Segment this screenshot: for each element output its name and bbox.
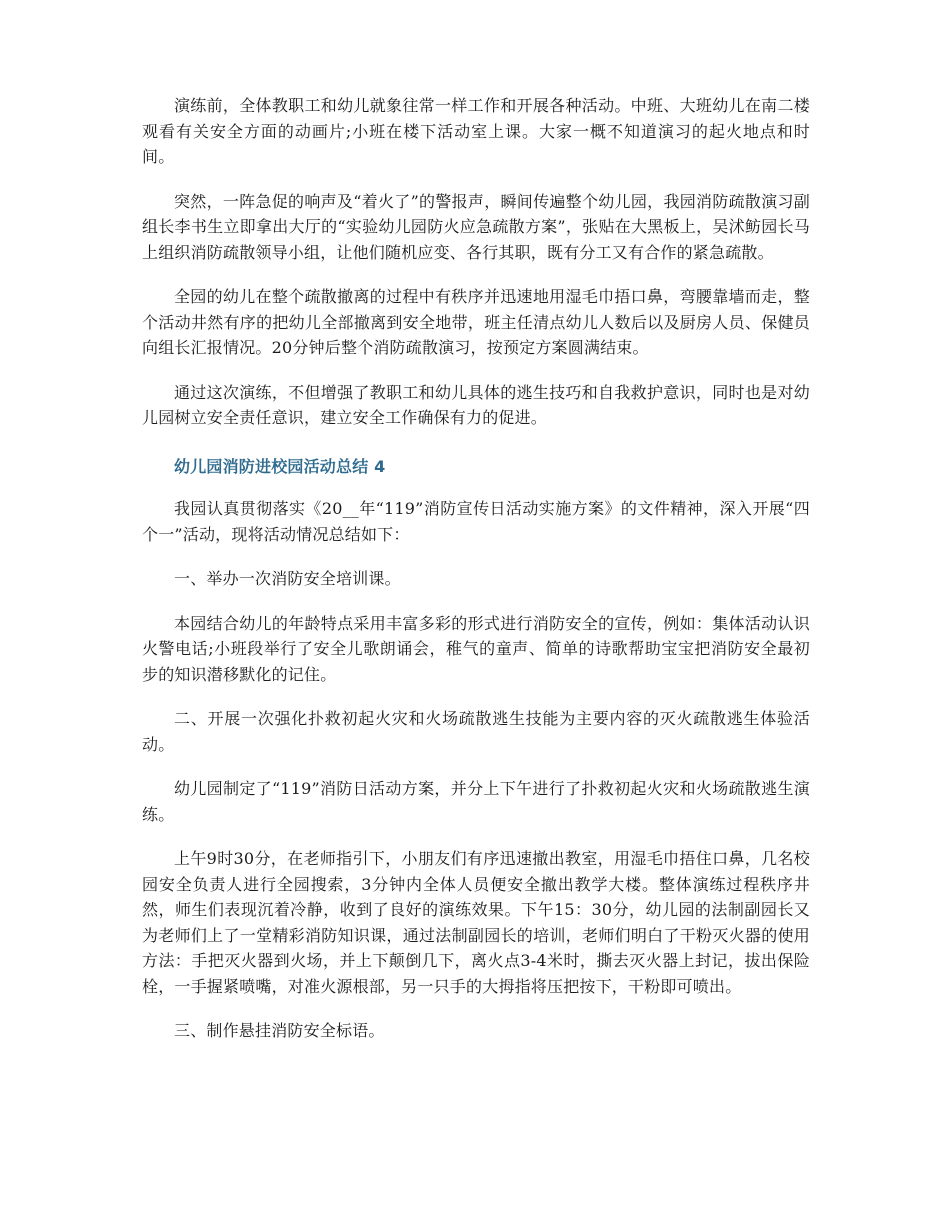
paragraph-drill-outcome: 通过这次演练，不但增强了教职工和幼儿具体的逃生技巧和自我救护意识，同时也是对幼儿园树立安全责任意识，建立安全工作确保有力的促进。: [142, 382, 810, 427]
paragraph-drill-details: 上午9时30分，在老师指引下，小朋友们有序迅速撤出教室，用湿毛巾捂住口鼻，几名校园安全负责人进行全园搜索，3分钟内全体人员便安全撤出教学大楼。整体演练过程秩序井然，师生们表现沉着冷静，收到了良好的演练效果。下午15：30分，幼儿园的法制副园长又为老师们上了一堂精彩消防知识课，通过法制副园长的培训，老师们明白了干粉灭火器的使用方法：手把灭火器到火场，并上下颠倒几下，离火点3-4米时，撕去灭火器上封记，拔出保险栓，一手握紧喷嘴，对准火源根部，另一只手的大拇指将压把按下，干粉即可喷出。: [142, 849, 810, 996]
paragraph-plan: 幼儿园制定了“119”消防日活动方案，并分上下午进行了扑救初起火灾和火场疏散逃生演练。: [142, 779, 810, 824]
paragraph-alarm: 突然，一阵急促的响声及“着火了”的警报声，瞬间传遍整个幼儿园，我园消防疏散演习副组长李书生立即拿出大厅的“实验幼儿园防火应急疏散方案”，张贴在大黑板上，吴沭鲂园长马上组织消防疏散领导小组，让他们随机应变、各行其职，既有分工又有合作的紧急疏散。: [142, 191, 810, 262]
paragraph-training: 本园结合幼儿的年龄特点采用丰富多彩的形式进行消防安全的宣传，例如：集体活动认识火警电话;小班段举行了安全儿歌朗诵会，稚气的童声、简单的诗歌帮助宝宝把消防安全最初步的知识潜移默化的记住。: [142, 613, 810, 684]
paragraph-intro: 我园认真贯彻落实《20__年“119”消防宣传日活动实施方案》的文件精神，深入开展“四个一”活动，现将活动情况总结如下：: [142, 499, 810, 544]
paragraph-item-one: 一、举办一次消防安全培训课。: [174, 569, 401, 588]
paragraph-evacuation: 全园的幼儿在整个疏散撤离的过程中有秩序并迅速地用湿毛巾捂口鼻，弯腰靠墙而走，整个活动井然有序的把幼儿全部撤离到安全地带，班主任清点幼儿人数后以及厨房人员、保健员向组长汇报情况。20分钟后整个消防疏散演习，按预定方案圆满结束。: [142, 287, 810, 357]
paragraph-item-three: 三、制作悬挂消防安全标语。: [174, 1021, 385, 1040]
paragraph-drill-before: 演练前，全体教职工和幼儿就象往常一样工作和开展各种活动。中班、大班幼儿在南二楼观看有关安全方面的动画片;小班在楼下活动室上课。大家一概不知道演习的起火地点和时间。: [142, 96, 810, 166]
paragraph-item-two: 二、开展一次强化扑救初起火灾和火场疏散逃生技能为主要内容的灭火疏散逃生体验活动。: [142, 709, 810, 754]
document-body: [142, 93, 810, 1063]
section-heading: 幼儿园消防进校园活动总结 4: [174, 456, 386, 476]
